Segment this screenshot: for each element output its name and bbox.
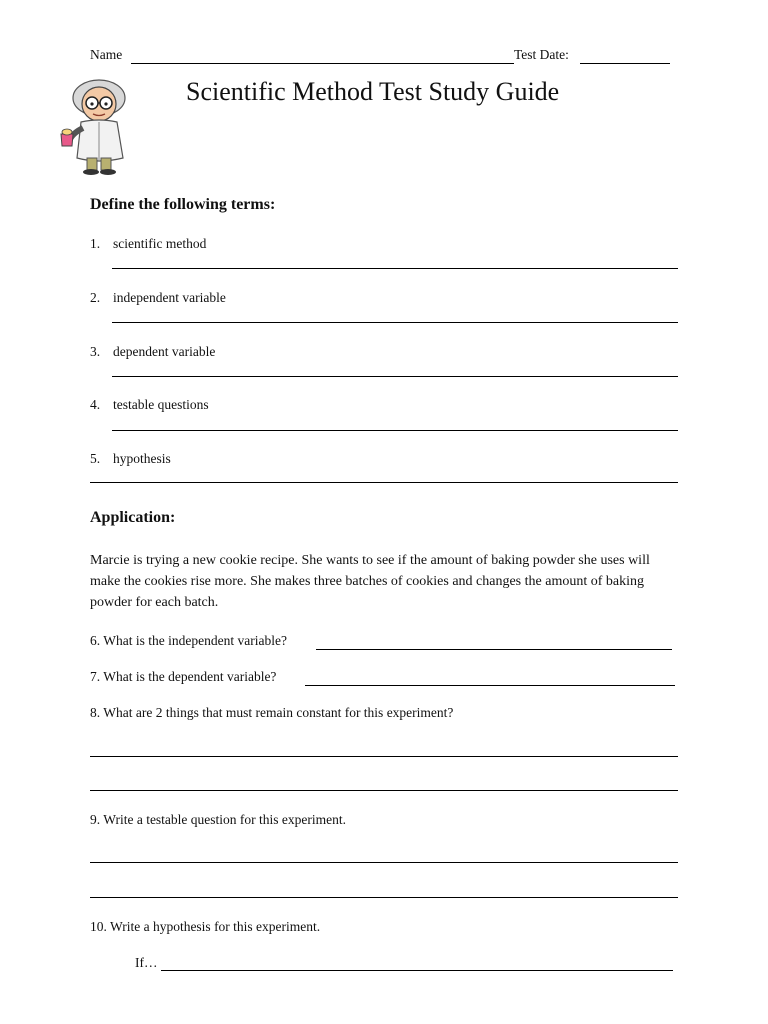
answer-line[interactable]: [90, 862, 678, 863]
test-date-blank[interactable]: [580, 63, 670, 64]
answer-line[interactable]: [112, 322, 678, 323]
question-9: 9. Write a testable question for this experiment.: [90, 812, 347, 827]
answer-line[interactable]: [90, 482, 678, 483]
term-number: 3.: [90, 344, 101, 359]
question-7: 7. What is the dependent variable?: [90, 669, 277, 684]
answer-line[interactable]: [90, 790, 678, 791]
test-date-label: Test Date:: [514, 47, 569, 62]
if-label: If…: [135, 955, 158, 970]
page-title: Scientific Method Test Study Guide: [186, 77, 560, 106]
question-10: 10. Write a hypothesis for this experiment.: [90, 919, 321, 934]
name-label: Name: [90, 47, 123, 62]
question-8: 8. What are 2 things that must remain constant for this experiment?: [90, 705, 454, 720]
question-6: 6. What is the independent variable?: [90, 633, 287, 648]
answer-line[interactable]: [161, 970, 673, 971]
term-label: hypothesis: [113, 451, 171, 466]
scientist-clipart: [55, 76, 147, 176]
section-heading-application: Application:: [90, 509, 176, 526]
answer-line[interactable]: [90, 756, 678, 757]
answer-line[interactable]: [316, 649, 672, 650]
term-number: 5.: [90, 451, 101, 466]
term-number: 2.: [90, 290, 101, 305]
term-label: scientific method: [113, 236, 207, 251]
scenario-paragraph: Marcie is trying a new cookie recipe. She wants to see if the amount of baking powder she uses will make the cookies rise more. She makes three batches of cookies and changes the amount of baking powder for each batch.: [90, 553, 650, 610]
answer-line[interactable]: [90, 897, 678, 898]
term-label: dependent variable: [113, 344, 216, 359]
term-label: testable questions: [113, 397, 209, 412]
answer-line[interactable]: [112, 268, 678, 269]
name-blank[interactable]: [131, 63, 514, 64]
answer-line[interactable]: [112, 430, 678, 431]
answer-line[interactable]: [112, 376, 678, 377]
term-label: independent variable: [113, 290, 226, 305]
section-heading-definitions: Define the following terms:: [90, 196, 276, 213]
term-number: 4.: [90, 397, 101, 412]
answer-line[interactable]: [305, 685, 675, 686]
term-number: 1.: [90, 236, 101, 251]
